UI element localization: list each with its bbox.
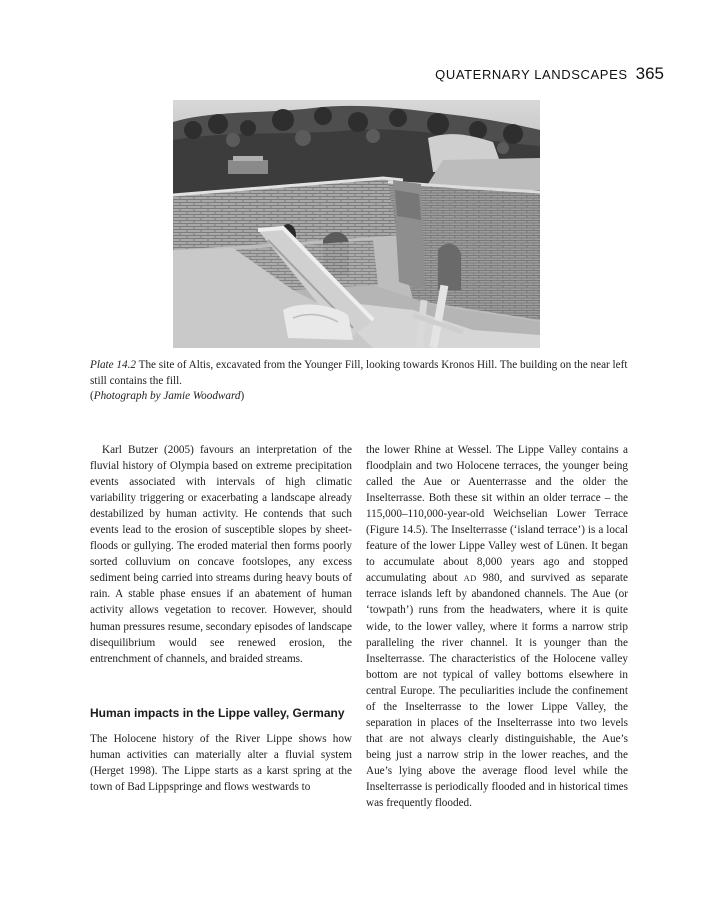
left-column <box>90 442 352 795</box>
running-title: QUATERNARY LANDSCAPES <box>435 67 628 82</box>
running-head <box>435 64 664 84</box>
paragraph-lippe-part2: 980, and survived as separate terrace islands left by abandoned channels. The Aue (or ‘towpath’) runs from the headwaters, where it is quite wide, to the lower valley, where it forms a narrow strip paralleling the river channel. It is younger than the Inselterrasse. The characteristics of the Holocene valley bottom are not typical of valley bottoms elsewhere in central Europe. The peculiarities include the confinement of the Inselterrasse to the lower Lippe Valley, the separation in places of the Inselterrasse into two levels that are not always clearly distinguishable, the Aue’s being just a narrow strip in the lower reaches, and the Aue’s lying above the average flood level while the Inselterrasse is periodically flooded and in historical times was frequently flooded. <box>366 572 628 810</box>
caption-label: Plate 14.2 <box>90 359 136 371</box>
paragraph-butzer: Karl Butzer (2005) favours an interpretation of the fluvial history of Olympia based on extreme precipitation events associated with intervals of high climatic variability triggering or exacerbating a landscape already destabilized by human activity. He contends that such events lead to the erosion of susceptible slopes by sheet-floods or gullying. The eroded material then forms poorly sorted colluvium on concave footslopes, any excess sediment being carried into streams during heavy bouts of rain. A stable phase ensues if an abatement of human activity allows vegetation to recover. However, should human pressures resume, secondary episodes of landscape disequilibrium would see renewed erosion, the entrenchment of channels, and braided streams. <box>90 444 352 665</box>
era-abbreviation: AD <box>463 573 477 584</box>
photo-credit: Photograph by Jamie Woodward <box>93 390 241 402</box>
paragraph-lippe-intro: The Holocene history of the River Lippe shows how human activities can materially alter a fluvial system (Herget 1998). The Lippe starts as a karst spring at the town of Bad Lippspringe and flows westwards to <box>90 732 352 793</box>
figure-caption <box>90 358 632 405</box>
page-number: 365 <box>635 64 664 83</box>
credit-open-paren: ( <box>90 390 94 402</box>
excavation-photo <box>173 100 540 348</box>
caption-text: The site of Altis, excavated from the Younger Fill, looking towards Kronos Hill. The building on the near left still contains the fill. <box>90 359 628 387</box>
right-column <box>366 442 628 811</box>
credit-close-paren: ) <box>240 390 245 402</box>
paragraph-lippe-part1: the lower Rhine at Wessel. The Lippe Valley contains a floodplain and two Holocene terraces, the younger being called the Aue or Auenterrasse and the older the Inselterrasse. Both these sit within an older terrace – the 115,000–110,000-year-old Weichselian Lower Terrace (Figure 14.5). The Inselterrasse (‘island terrace’) is a local feature of the lower Lippe Valley west of Lünen. It began to accumulate about 8,000 years ago and stopped accumulating about <box>366 444 628 585</box>
paragraph-lippe-terraces <box>366 442 628 811</box>
section-heading: Human impacts in the Lippe valley, Germany <box>90 705 345 720</box>
plate-photograph <box>173 100 540 348</box>
